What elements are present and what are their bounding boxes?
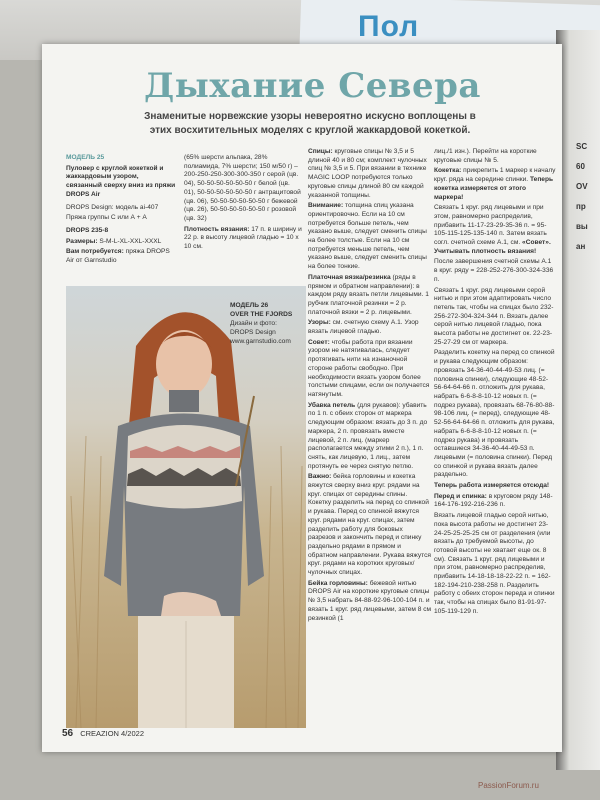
density-reference: Учитывать плотность вязания!	[434, 247, 537, 255]
decrease-label: Убавка петель	[308, 401, 356, 409]
patterns-text: см. счетную схему А.1. Узор вязать лицевой гладью.	[308, 319, 419, 336]
adjacent-page-text: пр	[576, 202, 586, 211]
yarn-group: Пряжа группы С или А + А	[66, 214, 147, 222]
front-back-label: Перед и спинка:	[434, 492, 487, 500]
woman-in-sweater-illustration	[66, 286, 306, 728]
credit-label: Дизайн и фото:	[230, 319, 277, 327]
model-26-name: OVER THE FJORDS	[230, 310, 293, 318]
page-footer	[62, 728, 144, 739]
yarn-composition: (65% шерсти альпака, 28% полиамида, 7% шерсти; 150 м/50 г) – 200-250-250-300-300-350 г серой (цв. 04), 50-50-50-50-50-50 г белой (цв. 01), 50-50-50-50-50-50 г антрацитовой (цв. 06), 50-50-50-50-50-50 г бежевой (цв. 26), 50-50-50-50-50-50 г розовой (цв. 32)	[184, 154, 301, 222]
adjacent-page-text: SC	[576, 142, 588, 151]
yoke-text: прикрепить 1 маркер к началу круг. ряда на середине спинки.	[434, 167, 556, 184]
column-2	[184, 154, 302, 254]
model-25-description: Пуловер с круглой кокеткой и жаккардовым узором, связанный сверху вниз из пряжи DROPS Air	[66, 164, 176, 198]
model-25-label: МОДЕЛЬ 25	[66, 154, 105, 161]
designer-name: DROPS Design	[230, 328, 276, 336]
yoke-measure-note: Теперь кокетка измеряется от этого маркера!	[434, 176, 554, 201]
col4-text: Связать 1 круг. ряд лицевыми серой нитью и при этом адаптировать число петель так, чтобы на спицах было 232-256-272-304-324-344 п. Вязать далее серой нитью лицевой гладью, пока высота работы не достигнет ок. 22-23-25-27-29 см от маркера.	[434, 286, 554, 346]
drops-number: DROPS 235-8	[66, 226, 109, 234]
article-subtitle: Знаменитые норвежские узоры невероятно искусно воплощены в этих восхитительных моделях с круглой жаккардовой кокеткой.	[144, 111, 476, 136]
sizes-label: Размеры:	[66, 237, 98, 245]
col4-text: лиц./1 изн.). Перейти на короткие круговые спицы № 5.	[434, 148, 537, 164]
adjacent-page-text: вы	[576, 222, 588, 231]
neckband-text: бежевой нитью DROPS Air на короткие круговые спицы № 3,5 набрать 84-88-92-96-100-104 п. и вязать 1 круг. ряд лицевыми, затем 8 см резинкой (1	[308, 579, 432, 622]
adjacent-page-text: 60	[576, 162, 585, 171]
attention-text: толщина спиц указана ориентировочно. Если на 10 см потребуется больше петель, чем указано выше, следует сменить спицы на более толстые. Если на 10 см потребуется меньше петель, чем указано выше, следует сменить спицы на более тонкие.	[308, 202, 427, 271]
important-text: бейка горловины и кокетка вяжутся сверху вниз круг. рядами на круг. спицах от середины спины. Кокетку разделить на перед со спинкой и рукава. Перед со спинкой вяжутся круг. рядами на круг. спицах, затем разделить работу для боковых разрезов и закончить перед и спинку раздельно рядами в прямом и обратном направлении. Рукава вяжутся круг. рядами на коротких круговых/чулочных спицах.	[308, 473, 431, 577]
page-number: 56	[62, 728, 74, 739]
article-title: Дыхание Севера	[144, 66, 481, 106]
sizes-value: S-M-L-XL-XXL-XXXL	[99, 237, 162, 245]
neckband-label: Бейка горловины:	[308, 579, 368, 587]
tip-text: чтобы работа при вязании узором не натягивалась, следует протягивать нити на изнаночной стороне работы свободно. При необходимости вязать узором более толстыми спицами, если он получается натянутым.	[308, 338, 430, 398]
adjacent-page-text: OV	[576, 182, 588, 191]
column-1	[66, 154, 176, 268]
rib-text: (ряды в прямом и обратном направлении): в каждом ряду вязать петли лицевыми. 1 рубчик платочной резинки = 2 р. платочной вязки = 2 р. лицевыми.	[308, 273, 429, 316]
needles-text: круговые спицы № 3,5 и 5 длиной 40 и 80 см; комплект чулочных спиц № 3,5 и 5. При вязании в технике MAGIC LOOP потребуются только круговые спицы длиной 80 см каждой указанной толщины.	[308, 148, 427, 199]
measure-from-here: Теперь работа измеряется отсюда!	[434, 482, 550, 490]
magazine-page	[42, 44, 562, 752]
col4-text: Вязать лицевой гладью серой нитью, пока высота работы не достигнет 23-24-25-25-25-25 см от разделения (или вязать до требуемой высоты, до готовой высоты не хватает еще ок. 8 см). Связать 1 круг. ряд лицевыми и при этом, равномерно распределив, прибавить 14-18-18-18-22-22 п. = 162-182-194-210-238-258 п. Разделить работу с обеих сторон переда и спинки так, чтобы на спицах было 81-91-97-105-119-129 п.	[434, 512, 555, 615]
decrease-text: (для рукавов): убавить по 1 п. с обеих сторон от маркера следующим образом: вязать до 3 п. до маркера, 2 п. провязать вместе лицевой, 2 п. лиц. (маркер располагается между этими 2 п.), 1 п. снять, как лицевую, 1 лиц., затем протянуть ее через снятую петлю.	[308, 401, 428, 470]
materials-label: Вам потребуется:	[66, 248, 124, 256]
adjacent-page	[556, 30, 600, 770]
tip-reference: «Совет».	[522, 239, 551, 247]
column-4	[434, 148, 556, 619]
designer-site: www.garnstudio.com	[230, 337, 291, 345]
adjacent-page-text: ан	[576, 242, 586, 251]
watermark: PassionForum.ru	[478, 781, 539, 790]
model-26-label: МОДЕЛЬ 26	[230, 302, 269, 309]
tip-label: Совет:	[308, 338, 330, 346]
density-value: 17 п. в ширину и 22 р. в высоту лицевой гладью = 10 х 10 см.	[184, 225, 302, 251]
model-photo	[66, 286, 306, 728]
design-ref: DROPS Design: модель ai-407	[66, 203, 159, 211]
magazine-issue: CREAZION 4/2022	[80, 729, 144, 738]
patterns-label: Узоры:	[308, 319, 331, 327]
rib-label: Платочная вязка/резинка	[308, 273, 391, 281]
front-back-text: в круговом ряду 148-164-176-192-216-236 п.	[434, 492, 553, 509]
column-3	[308, 148, 432, 625]
col4-text: Связать 1 круг. ряд лицевыми и при этом, равномерно распределив, прибавить 11-17-23-29-35-36 п. = 95-105-115-125-135-140 п. Затем вязать согл. счетной схеме А.1, см.	[434, 204, 547, 247]
attention-label: Внимание:	[308, 202, 344, 210]
photo-caption	[230, 302, 292, 346]
col4-text: Разделить кокетку на перед со спинкой и рукава следующим образом: провязать 34-36-40-44-49-53 лиц. (= половина спинки), следующие 48-52-56-64-64-66 п. отложить для рукава, набрать 6-6-8-8-10-12 новых п. (= подрез рукава), провязать 68-76-80-88-98-106 лиц. (= перед), следующие 48-52-56-64-64-66 п. отложить для рукава, набрать 6-6-8-8-10-12 новых п. (= подрез рукава) и провязать оставшиеся 34-36-40-44-49-53 п. лицевыми (= половина спинки). Перед со спинкой и рукава вязать далее раздельно.	[434, 349, 555, 479]
col4-text: После завершения счетной схемы А.1 в круг. ряду = 228-252-276-300-324-336 п.	[434, 258, 554, 283]
background-card-text: Пол	[358, 10, 420, 43]
yoke-label: Кокетка:	[434, 167, 462, 175]
needles-label: Спицы:	[308, 148, 333, 155]
important-label: Важно:	[308, 473, 332, 481]
density-label: Плотность вязания:	[184, 225, 250, 233]
materials-value: пряжа DROPS Air от Garnstudio	[66, 248, 170, 265]
